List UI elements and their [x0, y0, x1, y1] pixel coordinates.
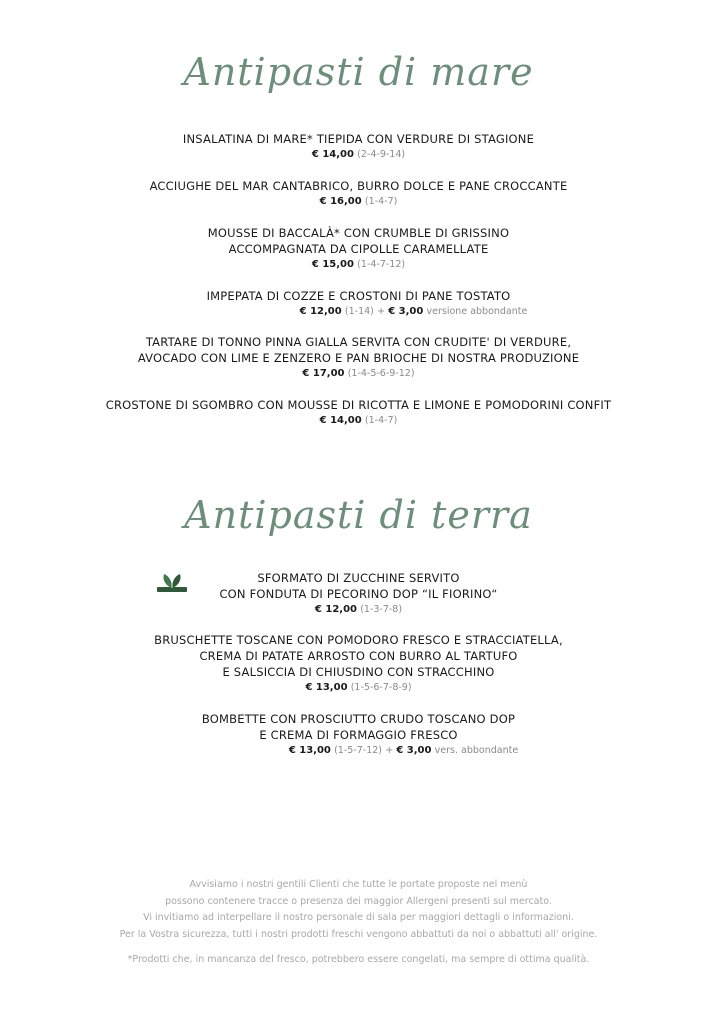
dish-name: MOUSSE DI BACCALÀ* CON CRUMBLE DI GRISSINO	[207, 226, 510, 240]
dish-name: SFORMATO DI ZUCCHINE SERVITO	[257, 571, 460, 585]
dish-name: BRUSCHETTE TOSCANE CON POMODORO FRESCO E STRACCIATELLA,	[154, 633, 563, 647]
dish-price: € 14,00	[311, 149, 354, 160]
dish-price: € 15,00	[311, 259, 354, 270]
dish-allergens: (1-4-7)	[364, 415, 398, 426]
dish-item	[0, 570, 717, 617]
notice-line: Per la Vostra sicurezza, tutti i nostri prodotti freschi vengono abbattuti da noi o abbattuti all' origine.	[119, 928, 598, 940]
dish-name: E CREMA DI FORMAGGIO FRESCO	[259, 728, 458, 742]
dish-price: € 13,00	[288, 745, 331, 756]
dish-price-line	[0, 680, 717, 695]
dish-allergens: (1-4-7)	[364, 196, 398, 207]
dish-allergens: (1-4-5-6-9-12)	[347, 368, 415, 379]
dish-price-line	[0, 602, 717, 617]
dish-item	[0, 225, 717, 272]
frozen-products-note: *Prodotti che, in mancanza del fresco, potrebbero essere congelati, ma sempre di ottima qualità.	[127, 954, 590, 965]
dish-item	[0, 711, 717, 758]
dish-price-line	[0, 743, 717, 758]
dish-name: CROSTONE DI SGOMBRO CON MOUSSE DI RICOTTA E LIMONE E POMODORINI CONFIT	[105, 398, 612, 412]
dish-name: INSALATINA DI MARE* TIEPIDA CON VERDURE DI STAGIONE	[182, 132, 535, 146]
dish-price: € 16,00	[319, 196, 362, 207]
dish-item	[0, 632, 717, 695]
dish-price-line	[0, 366, 717, 381]
allergen-notice	[0, 877, 717, 943]
dish-extra-label: vers. abbondante	[434, 745, 519, 756]
dish-item	[0, 131, 717, 162]
dish-extra-label: versione abbondante	[426, 306, 528, 317]
dish-price: € 12,00	[314, 604, 357, 615]
dish-price-line	[0, 147, 717, 162]
notice-line: Vi invitiamo ad interpellare il nostro personale di sala per maggiori dettagli o informazioni.	[143, 912, 574, 923]
dish-allergens: (1-3-7-8)	[360, 604, 403, 615]
dish-price: € 12,00	[299, 306, 342, 317]
dish-price-line	[0, 304, 717, 319]
dish-name: CON FONDUTA DI PECORINO DOP “IL FIORINO“	[219, 587, 498, 601]
dish-name: CREMA DI PATATE ARROSTO CON BURRO AL TARTUFO	[199, 649, 518, 663]
notice-line: possono contenere tracce o presenza dei maggior Allergeni presenti sul mercato.	[165, 895, 552, 907]
dish-name: TARTARE DI TONNO PINNA GIALLA SERVITA CON CRUDITE' DI VERDURE,	[145, 335, 572, 349]
dish-allergens: (1-5-7-12)	[334, 745, 382, 756]
notice-line: Avvisiamo i nostri gentili Clienti che tutte le portate proposte nel menù	[189, 879, 528, 890]
section-title-mare: Antipasti di mare	[183, 50, 534, 94]
dish-name: BOMBETTE CON PROSCIUTTO CRUDO TOSCANO DOP	[201, 712, 516, 726]
dish-name: ACCIUGHE DEL MAR CANTABRICO, BURRO DOLCE E PANE CROCCANTE	[149, 179, 568, 193]
dish-item	[0, 178, 717, 209]
dish-extra-price: € 3,00	[396, 745, 432, 756]
dish-price: € 17,00	[302, 368, 345, 379]
dish-price-line	[0, 413, 717, 428]
dish-name: AVOCADO CON LIME E ZENZERO E PAN BRIOCHE DI NOSTRA PRODUZIONE	[137, 351, 580, 365]
dish-allergens: (1-14)	[344, 306, 374, 317]
dish-allergens: (1-4-7-12)	[357, 259, 406, 270]
dish-price-line	[0, 194, 717, 209]
dish-price-line	[0, 257, 717, 272]
dish-allergens: (1-5-6-7-8-9)	[350, 682, 412, 693]
dish-extra-plus: +	[377, 306, 386, 317]
dish-item	[0, 334, 717, 381]
dish-name: E SALSICCIA DI CHIUSDINO CON STRACCHINO	[222, 665, 495, 679]
dish-item	[0, 288, 717, 319]
dish-item	[0, 397, 717, 428]
dish-name: IMPEPATA DI COZZE E CROSTONI DI PANE TOSTATO	[206, 289, 511, 303]
dish-price: € 13,00	[305, 682, 348, 693]
dish-extra-price: € 3,00	[388, 306, 424, 317]
dish-price: € 14,00	[319, 415, 362, 426]
dish-extra-plus: +	[385, 745, 394, 756]
section-title-terra: Antipasti di terra	[184, 493, 533, 537]
dish-name: ACCOMPAGNATA DA CIPOLLE CARAMELLATE	[228, 242, 489, 256]
dish-allergens: (2-4-9-14)	[357, 149, 406, 160]
